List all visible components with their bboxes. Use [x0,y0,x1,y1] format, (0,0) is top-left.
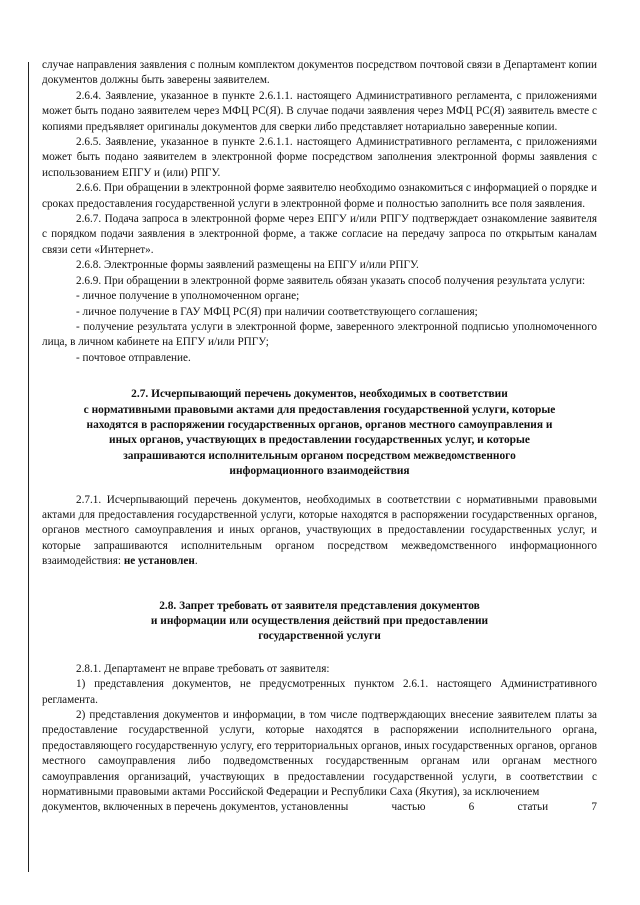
paragraph-2-7-1-end: . [194,555,198,568]
list-item: - личное получение в ГАУ МФЦ РС(Я) при наличии соответствующего соглашения; [76,305,478,318]
paragraph-2-6-9: 2.6.9. При обращении в электронной форме заявитель обязан указать способ получения результата услуги: [76,274,586,287]
paragraph-2-7-1-bold: не установлен [123,555,195,568]
paragraph-2-6-4: 2.6.4. Заявление, указанное в пункте 2.6.1.1. настоящего Административного регламента, с приложениями может быть подано заявителем через МФЦ РС(Я). В случае подачи заявления через МФЦ РС(Я) заявитель вместе с копиями предъявляет оригиналы документов для сверки либо представляет нотариально заверенные копии. [42,89,597,133]
paragraph-2-6-5: 2.6.5. Заявление, указанное в пункте 2.6.1.1. настоящего Административного регламента, с приложениями может быть подано заявителем в электронной форме посредством заполнения электронной формы заявления с использованием ЕПГУ и (или) РПГУ. [42,136,597,179]
tail-word: частью [391,801,426,814]
paragraph-2-7-1-text: 2.7.1. Исчерпывающий перечень документов, необходимых в соответствии с нормативными правовыми актами для предоставления государственной услуги, которые находятся в распоряжении государственных органов, органов местного самоуправления и иных органов, участвующих в предоставлении государственных услуг, и которые запрашиваются исполнительным органом посредством межведомственного информационного взаимодействия: [42,493,597,568]
paragraph-intro: случае направления заявления с полным комплектом документов посредством почтовой связи в Департамент копии документов должны быть заверены заявителем. [42,59,597,87]
paragraph-tail-line [42,800,597,815]
paragraph-2-6-6: 2.6.6. При обращении в электронной форме заявителю необходимо ознакомиться с информацией о порядке и сроках предоставления государственной услуги в электронной форме и полностью заполнить все поля заявления. [42,182,597,210]
document-body [42,58,597,816]
paragraph-2-7-1 [42,493,597,570]
section-heading-2-7 [42,387,597,479]
paragraph-2-8-1: 2.8.1. Департамент не вправе требовать от заявителя: [76,662,330,675]
tail-word: 7 [591,801,597,814]
heading-line: информационного взаимодействия [229,465,410,478]
heading-line: иных органов, участвующих в предоставлении государственных услуг, и которые [109,434,530,447]
tail-word: документов, включенных в перечень документов, установленны [42,801,349,814]
heading-line: 2.8. Запрет требовать от заявителя представления документов [159,599,480,612]
paragraph-2-6-7: 2.6.7. Подача запроса в электронной форме через ЕПГУ и/или РПГУ подтверждает ознакомление заявителя с порядком подачи заявления в электронной форме, а также согласие на передачу запроса по открытым каналам связи сети «Интернет». [42,213,597,256]
list-item: - личное получение в уполномоченном органе; [76,290,300,303]
heading-line: с нормативными правовыми актами для предоставления государственной услуги, которые [83,403,556,416]
heading-line: и информации или осуществления действий при предоставлении [150,615,489,627]
heading-line: находятся в распоряжении государственных органов, органов местного самоуправления и [86,418,553,431]
paragraph-2-6-8: 2.6.8. Электронные формы заявлений размещены на ЕПГУ и/или РПГУ. [76,259,419,272]
heading-line: 2.7. Исчерпывающий перечень документов, необходимых в соответствии [131,388,508,401]
paragraph-2-8-1-item-1: 1) представления документов, не предусмотренных пунктом 2.6.1. настоящего Административного регламента. [42,678,597,706]
list-item: - почтовое отправление. [76,351,191,364]
tail-word: статьи [517,801,549,814]
section-heading-2-8 [42,599,597,645]
heading-line: запрашиваются исполнительным органом посредством межведомственного [123,449,516,462]
paragraph-2-8-1-item-2: 2) представления документов и информации, в том числе подтверждающих внесение заявителем платы за предоставление государственной услуги, которые находятся в распоряжении исполнительного органа, предоставляющего государственную услугу, его территориальных органов, иных государственных органов, органов местного самоуправления либо подведомственных государственным органам или органам местного самоуправления организаций, участвующих в предоставлении государственной услуги, в соответствии с нормативными правовыми актами Российской Федерации и Республики Саха (Якутия), за исключением [42,709,597,799]
tail-word: 6 [468,801,475,814]
heading-line: государственной услуги [258,630,381,643]
left-margin-rule [28,62,29,872]
list-item: - получение результата услуги в электронной форме, заверенного электронной подписью уполномоченного лица, в личном кабинете на ЕПГУ и/или РПГУ; [42,320,597,349]
